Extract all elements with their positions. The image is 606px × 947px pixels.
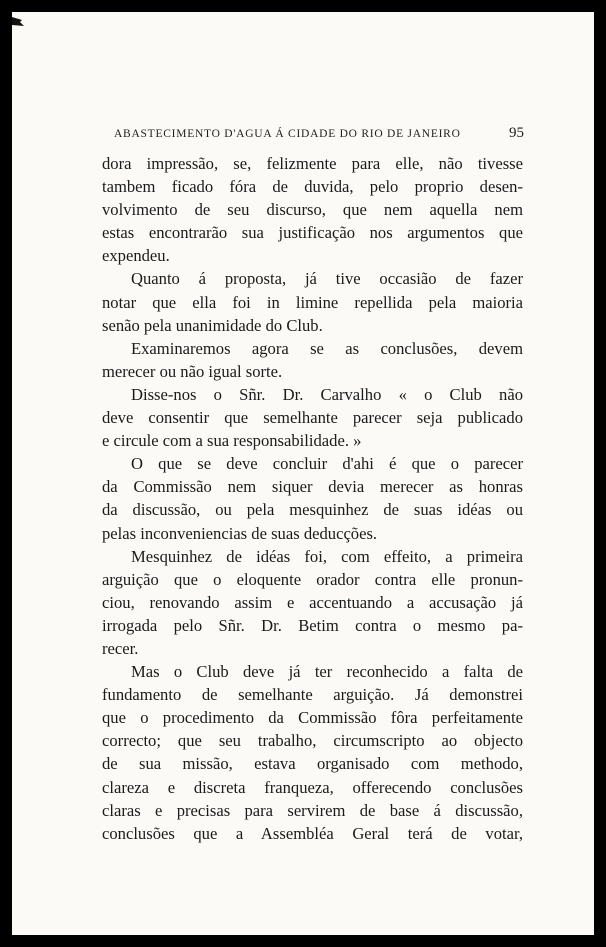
text-line: conclusões que a Assembléa Geral terá de votar,	[102, 823, 523, 843]
text-line: deve consentir que semelhante parecer seja publicado	[102, 408, 523, 428]
text-line: claras e precisas para servirem de base á discussão,	[102, 800, 523, 820]
text-line: senão pela unanimidade do Club.	[102, 315, 323, 335]
text-line: dora impressão, se, felizmente para elle, não tivesse	[102, 154, 523, 173]
text-line: de sua missão, estava organisado com methodo,	[102, 754, 523, 774]
text-line: e circule com a sua responsabilidade. »	[102, 431, 362, 451]
text-line: Quanto á proposta, já tive occasião de fazer	[131, 269, 523, 289]
text-line: Examinaremos agora se as conclusões, devem	[131, 338, 523, 358]
text-line: pelas inconveniencias de suas deducções.	[102, 523, 378, 543]
text-line: que o procedimento da Commissão fôra perfeitamente	[102, 708, 523, 728]
text-line: volvimento de seu discurso, que nem aquella nem	[102, 200, 523, 220]
text-line: Mas o Club deve já ter reconhecido a falta de	[131, 662, 523, 682]
page-number: 95	[509, 125, 524, 141]
text-line: irrogada pelo Sñr. Dr. Betim contra o mesmo pa-	[102, 615, 523, 635]
text-line: notar que ella foi in limine repellida pela maioria	[102, 292, 523, 312]
text-line: recer.	[102, 638, 139, 658]
text-line: clareza e discreta franqueza, offerecendo conclusões	[102, 777, 523, 797]
text-line: da discussão, ou pela mesquinhez de suas idéas ou	[102, 500, 523, 520]
text-line: merecer ou não igual sorte.	[102, 361, 283, 381]
text-line: tambem ficado fóra de duvida, pelo proprio desen-	[102, 177, 523, 197]
book-page	[12, 12, 594, 935]
page-corner-mark	[12, 17, 24, 27]
text-line: estas encontrarão sua justificação nos argumentos que	[102, 223, 523, 243]
running-header	[114, 125, 524, 142]
text-line: O que se deve concluir d'ahi é que o parecer	[131, 454, 523, 474]
text-line: fundamento de semelhante arguição. Já demonstrei	[102, 685, 523, 705]
text-line: ciou, renovando assim e accentuando a accusação já	[102, 592, 523, 612]
text-line: expendeu.	[102, 246, 170, 266]
text-line: Disse-nos o Sñr. Dr. Carvalho « o Club não	[131, 384, 523, 404]
text-line: da Commissão nem siquer devia merecer as honras	[102, 477, 523, 497]
text-line: correcto; que seu trabalho, circumscripto ao objecto	[102, 731, 523, 751]
running-title: ABASTECIMENTO D'AGUA Á CIDADE DO RIO DE JANEIRO	[114, 128, 461, 140]
text-line: arguição que o eloquente orador contra elle pronun-	[102, 569, 523, 589]
body-text	[102, 152, 523, 845]
text-line: Mesquinhez de idéas foi, com effeito, a primeira	[131, 546, 523, 566]
